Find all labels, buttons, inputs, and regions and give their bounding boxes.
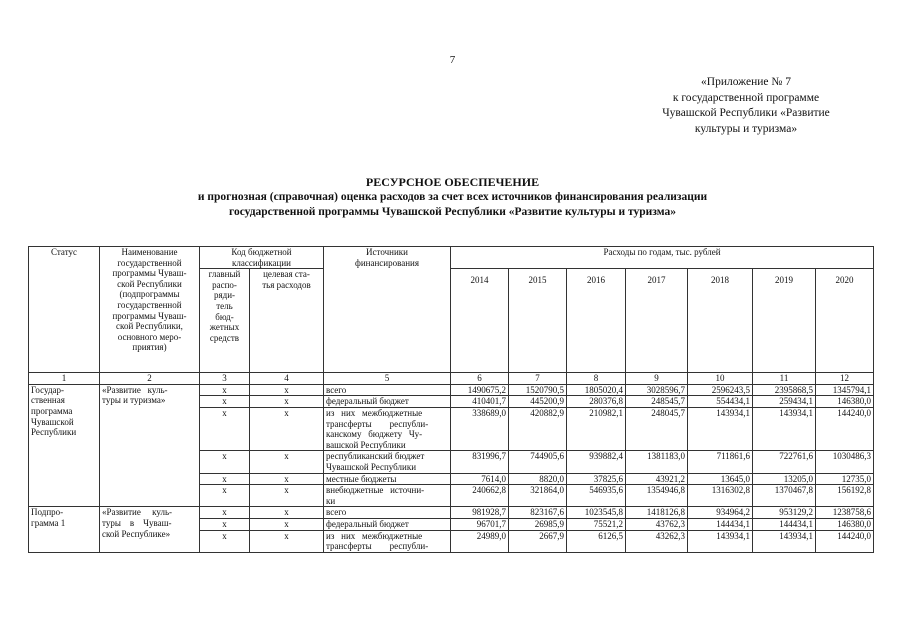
appendix-note <box>612 75 880 137</box>
row-value: 1023545,8 <box>567 507 626 519</box>
row-value: 37825,6 <box>567 473 626 485</box>
column-number: 11 <box>753 373 816 385</box>
column-number: 1 <box>29 373 100 385</box>
column-number: 2 <box>100 373 200 385</box>
row-source <box>324 518 451 530</box>
row-value: 156192,8 <box>816 485 874 507</box>
text-line: ской Республике» <box>102 528 171 539</box>
text-line: тель <box>216 300 233 311</box>
text-line: внебюджетные источни- <box>326 485 425 496</box>
title-line-2: и прогнозная (справочная) оценка расходов за счет всех источников финансирования реализации <box>197 191 708 203</box>
row-value: 1520790,5 <box>509 384 567 396</box>
row-value: 554434,1 <box>688 396 753 408</box>
row-value: 722761,6 <box>753 451 816 473</box>
text-line: вашской Республики <box>326 439 406 450</box>
row-target-code: x <box>250 518 324 530</box>
text-line: туры и туризма» <box>102 395 166 406</box>
text-line: ственная <box>31 395 65 406</box>
text-line: местные бюджеты <box>326 473 397 484</box>
row-source <box>324 485 451 507</box>
text-line: программы Чуваш- <box>112 268 187 279</box>
row-value: 12735,0 <box>816 473 874 485</box>
row-target-code: x <box>250 507 324 519</box>
text-line: Республики <box>31 427 77 438</box>
row-value: 338689,0 <box>451 407 509 450</box>
table-row <box>29 507 874 519</box>
row-value: 1370467,8 <box>753 485 816 507</box>
text-line: Чувашской Республики <box>326 461 417 472</box>
row-value: 1490675,2 <box>451 384 509 396</box>
text-line: Наименование <box>121 247 178 257</box>
header-status: Статус <box>29 247 100 373</box>
text-line: классификации <box>232 257 291 268</box>
row-value: 420882,9 <box>509 407 567 450</box>
column-number: 3 <box>200 373 250 385</box>
text-line: ки <box>326 495 336 506</box>
row-source <box>324 473 451 485</box>
text-line: всего <box>326 384 347 395</box>
row-value: 43762,3 <box>626 518 688 530</box>
header-year: 2018 <box>688 269 753 373</box>
appendix-line: культуры и туризма» <box>694 122 798 135</box>
row-value: 259434,1 <box>753 396 816 408</box>
row-value: 146380,0 <box>816 396 874 408</box>
text-line: средств <box>209 332 240 343</box>
header-name <box>100 247 200 373</box>
text-line: федеральный бюджет <box>326 518 409 529</box>
header-year: 2016 <box>567 269 626 373</box>
row-value: 831996,7 <box>451 451 509 473</box>
header-year: 2020 <box>816 269 874 373</box>
appendix-line: Чувашской Республики «Развитие <box>662 107 830 119</box>
text-line: из них межбюджетные <box>326 530 423 541</box>
column-number: 8 <box>567 373 626 385</box>
title-line-3: государственной программы Чувашской Республики «Развитие культуры и туризма» <box>229 206 676 218</box>
text-line: жетных <box>209 322 240 333</box>
text-line: туры в Чуваш- <box>102 517 172 528</box>
column-number: 12 <box>816 373 874 385</box>
header-year: 2014 <box>451 269 509 373</box>
row-value: 981928,7 <box>451 507 509 519</box>
title-line-1: РЕСУРСНОЕ ОБЕСПЕЧЕНИЕ <box>365 175 540 189</box>
row-value: 280376,8 <box>567 396 626 408</box>
text-line: Источники <box>366 247 408 257</box>
text-line: «Развитие куль- <box>102 507 173 518</box>
row-target-code: x <box>250 530 324 552</box>
row-manager-code: x <box>200 473 250 485</box>
row-source <box>324 530 451 552</box>
row-value: 248545,7 <box>626 396 688 408</box>
row-value: 2667,9 <box>509 530 567 552</box>
row-status <box>29 507 100 552</box>
row-source <box>324 384 451 396</box>
text-line: трансферты республи- <box>326 418 429 429</box>
header-year: 2019 <box>753 269 816 373</box>
text-line: главный <box>208 269 241 280</box>
row-value: 144434,1 <box>688 518 753 530</box>
row-value: 13645,0 <box>688 473 753 485</box>
row-program-name <box>100 384 200 507</box>
text-line: программы Чуваш- <box>112 310 187 321</box>
row-value: 711861,6 <box>688 451 753 473</box>
column-number: 6 <box>451 373 509 385</box>
header-expenses: Расходы по годам, тыс. рублей <box>451 247 874 269</box>
row-value: 240662,8 <box>451 485 509 507</box>
row-value: 143934,1 <box>688 530 753 552</box>
row-manager-code: x <box>200 518 250 530</box>
row-value: 445200,9 <box>509 396 567 408</box>
row-value: 1354946,8 <box>626 485 688 507</box>
row-value: 1805020,4 <box>567 384 626 396</box>
row-value: 1030486,3 <box>816 451 874 473</box>
row-value: 75521,2 <box>567 518 626 530</box>
row-value: 2596243,5 <box>688 384 753 396</box>
header-row-1 <box>29 247 874 269</box>
row-source <box>324 507 451 519</box>
row-value: 8820,0 <box>509 473 567 485</box>
row-manager-code: x <box>200 384 250 396</box>
row-value: 144240,0 <box>816 407 874 450</box>
appendix-line: «Приложение № 7 <box>701 76 791 88</box>
row-value: 13205,0 <box>753 473 816 485</box>
row-source <box>324 396 451 408</box>
header-manager <box>200 269 250 373</box>
row-target-code: x <box>250 451 324 473</box>
text-line: приятия) <box>132 342 167 353</box>
row-value: 248045,7 <box>626 407 688 450</box>
row-target-code: x <box>250 485 324 507</box>
row-value: 1345794,1 <box>816 384 874 396</box>
row-value: 143934,1 <box>753 407 816 450</box>
text-line: федеральный бюджет <box>326 396 409 407</box>
row-manager-code: x <box>200 485 250 507</box>
column-number: 10 <box>688 373 753 385</box>
document-title <box>0 175 905 220</box>
row-value: 953129,2 <box>753 507 816 519</box>
row-manager-code: x <box>200 407 250 450</box>
text-line: основного меро- <box>117 331 182 342</box>
row-value: 1418126,8 <box>626 507 688 519</box>
row-target-code: x <box>250 407 324 450</box>
header-target <box>250 269 324 373</box>
text-line: «Развитие куль- <box>102 384 168 395</box>
row-source <box>324 407 451 450</box>
row-value: 934964,2 <box>688 507 753 519</box>
column-numbers-row <box>29 373 874 385</box>
row-manager-code: x <box>200 396 250 408</box>
text-line: целевая ста- <box>263 269 310 280</box>
text-line: бюд- <box>215 311 234 322</box>
text-line: грамма 1 <box>31 517 66 528</box>
text-line: государственной <box>117 299 182 310</box>
text-line: государственной <box>117 257 182 268</box>
appendix-line: к государственной программе <box>672 91 820 104</box>
row-value: 1238758,6 <box>816 507 874 519</box>
row-value: 546935,6 <box>567 485 626 507</box>
header-year: 2015 <box>509 269 567 373</box>
page-number: 7 <box>449 54 456 66</box>
text-line: Государ- <box>31 384 65 395</box>
text-line: тья расходов <box>262 279 311 290</box>
row-value: 144434,1 <box>753 518 816 530</box>
row-value: 96701,7 <box>451 518 509 530</box>
row-source <box>324 451 451 473</box>
text-line: Код бюджетной <box>231 247 292 257</box>
row-value: 26985,9 <box>509 518 567 530</box>
row-value: 410401,7 <box>451 396 509 408</box>
column-number: 5 <box>324 373 451 385</box>
text-line: Чувашской <box>31 416 74 427</box>
row-value: 146380,0 <box>816 518 874 530</box>
row-value: 1381183,0 <box>626 451 688 473</box>
row-value: 143934,1 <box>688 407 753 450</box>
header-sources <box>324 247 451 373</box>
text-line: программа <box>31 405 73 416</box>
text-line: ряди- <box>213 290 236 301</box>
text-line: всего <box>326 507 347 518</box>
row-value: 823167,6 <box>509 507 567 519</box>
column-number: 7 <box>509 373 567 385</box>
row-program-name <box>100 507 200 552</box>
row-value: 43921,2 <box>626 473 688 485</box>
row-value: 7614,0 <box>451 473 509 485</box>
row-value: 144240,0 <box>816 530 874 552</box>
column-number: 4 <box>250 373 324 385</box>
row-target-code: x <box>250 396 324 408</box>
row-value: 321864,0 <box>509 485 567 507</box>
text-line: (подпрограммы <box>119 289 180 300</box>
column-number: 9 <box>626 373 688 385</box>
text-line: Подпро- <box>31 507 64 518</box>
header-year: 2017 <box>626 269 688 373</box>
row-value: 1316302,8 <box>688 485 753 507</box>
row-value: 24989,0 <box>451 530 509 552</box>
text-line: республиканский бюджет <box>326 451 425 462</box>
row-manager-code: x <box>200 451 250 473</box>
row-value: 939882,4 <box>567 451 626 473</box>
text-line: распо- <box>212 279 237 290</box>
row-value: 143934,1 <box>753 530 816 552</box>
row-status <box>29 384 100 507</box>
row-value: 43262,3 <box>626 530 688 552</box>
row-value: 744905,6 <box>509 451 567 473</box>
row-manager-code: x <box>200 530 250 552</box>
row-target-code: x <box>250 384 324 396</box>
row-value: 2395868,5 <box>753 384 816 396</box>
row-target-code: x <box>250 473 324 485</box>
header-budget-code <box>200 247 324 269</box>
row-value: 3028596,7 <box>626 384 688 396</box>
row-value: 6126,5 <box>567 530 626 552</box>
row-manager-code: x <box>200 507 250 519</box>
text-line: ской Республики, <box>116 321 183 332</box>
table-row <box>29 384 874 396</box>
resource-table <box>28 246 874 553</box>
row-value: 210982,1 <box>567 407 626 450</box>
text-line: ской Республики <box>117 278 182 289</box>
text-line: из них межбюджетные <box>326 407 423 418</box>
text-line: финансирования <box>355 257 419 268</box>
text-line: трансферты республи- <box>326 541 429 552</box>
text-line: канскому бюджету Чу- <box>326 429 423 440</box>
